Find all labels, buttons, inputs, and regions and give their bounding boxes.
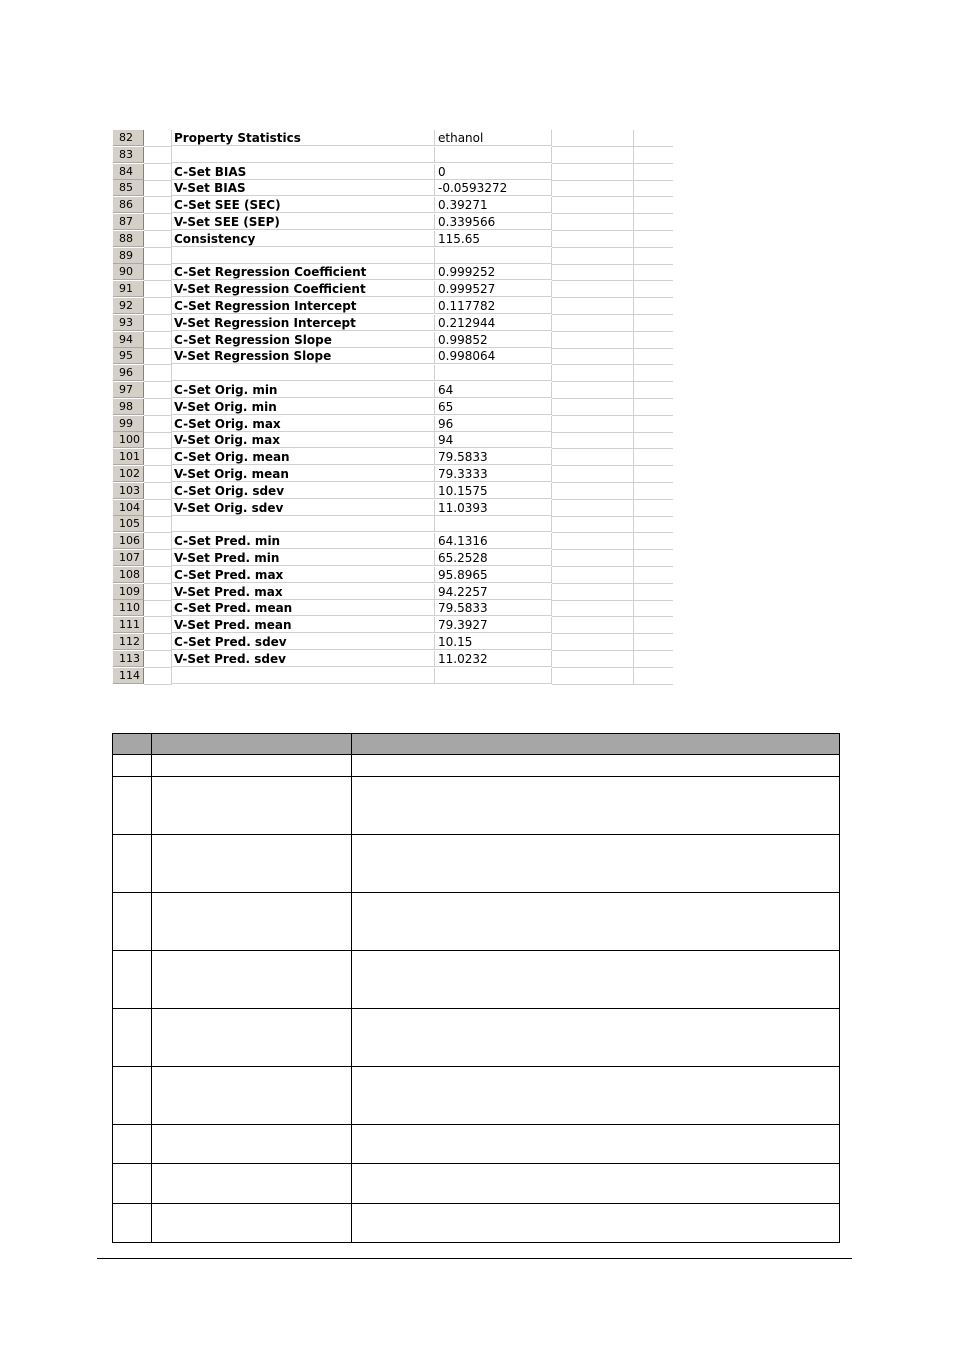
- sheet-row: [113, 449, 673, 466]
- sheet-row: [113, 231, 673, 248]
- sheet-cell: [552, 432, 634, 449]
- sheet-cell: [552, 147, 634, 164]
- sheet-row: [113, 197, 673, 214]
- sheet-cell: [633, 500, 673, 517]
- stat-value: 64: [435, 382, 552, 398]
- sheet-cell: [633, 399, 673, 416]
- sheet-row: [113, 432, 673, 449]
- table-row: [113, 1067, 840, 1125]
- sheet-cell: [633, 668, 673, 685]
- stat-value: 11.0232: [435, 651, 552, 667]
- footer-rule: [97, 1258, 852, 1259]
- stat-label: C-Set Orig. max: [171, 416, 435, 432]
- sheet-row: [113, 147, 673, 164]
- sheet-cell: [633, 231, 673, 248]
- stat-label: V-Set BIAS: [171, 180, 435, 196]
- sheet-cell: [552, 416, 634, 433]
- stat-label: C-Set Pred. mean: [171, 600, 435, 616]
- stat-value: 115.65: [435, 231, 552, 247]
- sheet-row: [113, 164, 673, 181]
- stat-value: 64.1316: [435, 533, 552, 549]
- sheet-row: [113, 382, 673, 399]
- sheet-cell: [144, 668, 172, 685]
- sheet-row: [113, 567, 673, 584]
- row-number: 91: [113, 281, 144, 297]
- sheet-cell: [552, 197, 634, 214]
- row-number: 110: [113, 600, 144, 616]
- stat-value: 0.39271: [435, 197, 552, 213]
- sheet-cell: [144, 264, 172, 281]
- stat-label: V-Set Pred. max: [171, 584, 435, 600]
- table-row: [113, 1125, 840, 1164]
- sheet-row: [113, 315, 673, 332]
- stat-label: V-Set Orig. min: [171, 399, 435, 415]
- stat-value: 10.15: [435, 634, 552, 650]
- row-number: 100: [113, 432, 144, 448]
- sheet-cell: [552, 382, 634, 399]
- stat-value: 94: [435, 432, 552, 448]
- stat-label: C-Set Regression Coefficient: [171, 264, 435, 280]
- sheet-cell: [552, 584, 634, 601]
- stat-value: [435, 147, 552, 163]
- sheet-cell: [633, 634, 673, 651]
- sheet-row: [113, 130, 673, 147]
- stat-value: 0.212944: [435, 315, 552, 331]
- row-number: 97: [113, 382, 144, 398]
- stat-label: [171, 147, 435, 163]
- sheet-row: [113, 634, 673, 651]
- sheet-row: [113, 332, 673, 349]
- sheet-row: [113, 533, 673, 550]
- row-number: 112: [113, 634, 144, 650]
- sheet-cell: [633, 281, 673, 298]
- sheet-cell: [144, 634, 172, 651]
- sheet-cell: [633, 483, 673, 500]
- sheet-cell: [633, 550, 673, 567]
- sheet-cell: [144, 567, 172, 584]
- stat-label: Property Statistics: [171, 130, 435, 146]
- row-number: 87: [113, 214, 144, 230]
- stat-label: C-Set Pred. sdev: [171, 634, 435, 650]
- sheet-cell: [552, 281, 634, 298]
- sheet-cell: [633, 180, 673, 197]
- row-number: 113: [113, 651, 144, 667]
- sheet-cell: [144, 516, 172, 533]
- row-number: 106: [113, 533, 144, 549]
- row-number: 86: [113, 197, 144, 213]
- sheet-cell: [633, 533, 673, 550]
- stat-label: [171, 248, 435, 264]
- sheet-cell: [552, 550, 634, 567]
- sheet-cell: [633, 197, 673, 214]
- stat-label: Consistency: [171, 231, 435, 247]
- sheet-row: [113, 298, 673, 315]
- table-row: [113, 951, 840, 1009]
- sheet-cell: [633, 651, 673, 668]
- sheet-cell: [144, 500, 172, 517]
- sheet-cell: [144, 466, 172, 483]
- row-number: 103: [113, 483, 144, 499]
- sheet-cell: [633, 466, 673, 483]
- stat-label: V-Set Orig. sdev: [171, 500, 435, 516]
- stat-value: 0: [435, 164, 552, 180]
- row-number: 108: [113, 567, 144, 583]
- stat-value: 65: [435, 399, 552, 415]
- sheet-cell: [552, 567, 634, 584]
- sheet-cell: [552, 466, 634, 483]
- sheet-row: [113, 668, 673, 682]
- sheet-cell: [144, 281, 172, 298]
- row-number: 93: [113, 315, 144, 331]
- sheet-cell: [633, 416, 673, 433]
- stat-label: C-Set Regression Intercept: [171, 298, 435, 314]
- sheet-cell: [144, 399, 172, 416]
- stat-label: C-Set Pred. min: [171, 533, 435, 549]
- sheet-cell: [633, 600, 673, 617]
- sheet-cell: [552, 449, 634, 466]
- sheet-row: [113, 651, 673, 668]
- sheet-cell: [633, 248, 673, 265]
- table-row: [113, 1204, 840, 1243]
- row-number: 82: [113, 130, 144, 146]
- sheet-cell: [144, 432, 172, 449]
- stat-value: 95.8965: [435, 567, 552, 583]
- sheet-cell: [144, 315, 172, 332]
- sheet-cell: [144, 164, 172, 181]
- sheet-cell: [552, 164, 634, 181]
- row-number: 88: [113, 231, 144, 247]
- sheet-cell: [552, 264, 634, 281]
- sheet-cell: [144, 600, 172, 617]
- stat-label: V-Set Orig. mean: [171, 466, 435, 482]
- table-row: [113, 777, 840, 835]
- stat-label: C-Set SEE (SEC): [171, 197, 435, 213]
- sheet-cell: [144, 550, 172, 567]
- sheet-cell: [552, 348, 634, 365]
- table-row: [113, 1009, 840, 1067]
- description-table: [112, 733, 840, 1243]
- stat-value: 0.999527: [435, 281, 552, 297]
- stat-value: 0.99852: [435, 332, 552, 348]
- sheet-cell: [552, 516, 634, 533]
- sheet-row: [113, 600, 673, 617]
- sheet-cell: [144, 348, 172, 365]
- sheet-row: [113, 248, 673, 265]
- sheet-cell: [144, 197, 172, 214]
- header-cell: [152, 734, 352, 755]
- sheet-cell: [633, 432, 673, 449]
- row-number: 105: [113, 516, 144, 532]
- stat-value: 96: [435, 416, 552, 432]
- sheet-cell: [144, 416, 172, 433]
- stat-value: 11.0393: [435, 500, 552, 516]
- sheet-row: [113, 399, 673, 416]
- stat-label: V-Set Pred. min: [171, 550, 435, 566]
- sheet-cell: [552, 180, 634, 197]
- stat-label: V-Set Pred. sdev: [171, 651, 435, 667]
- sheet-cell: [144, 365, 172, 382]
- header-cell: [113, 734, 152, 755]
- stat-value: 0.999252: [435, 264, 552, 280]
- row-number: 107: [113, 550, 144, 566]
- sheet-cell: [144, 584, 172, 601]
- sheet-cell: [552, 651, 634, 668]
- sheet-row: [113, 500, 673, 517]
- sheet-cell: [552, 533, 634, 550]
- stat-label: C-Set BIAS: [171, 164, 435, 180]
- sheet-row: [113, 281, 673, 298]
- sheet-row: [113, 516, 673, 533]
- stat-value: [435, 668, 552, 684]
- sheet-cell: [633, 516, 673, 533]
- row-number: 104: [113, 500, 144, 516]
- stat-label: V-Set SEE (SEP): [171, 214, 435, 230]
- sheet-cell: [552, 298, 634, 315]
- row-number: 109: [113, 584, 144, 600]
- sheet-cell: [633, 365, 673, 382]
- sheet-cell: [552, 634, 634, 651]
- row-number: 92: [113, 298, 144, 314]
- stat-value: 0.998064: [435, 348, 552, 364]
- row-number: 98: [113, 399, 144, 415]
- sheet-cell: [552, 483, 634, 500]
- sheet-cell: [552, 617, 634, 634]
- stat-value: 79.3333: [435, 466, 552, 482]
- sheet-cell: [633, 332, 673, 349]
- sheet-cell: [633, 617, 673, 634]
- stat-value: [435, 516, 552, 532]
- sheet-row: [113, 584, 673, 601]
- sheet-cell: [633, 584, 673, 601]
- sheet-cell: [552, 399, 634, 416]
- sheet-row: [113, 550, 673, 567]
- sheet-cell: [144, 214, 172, 231]
- row-number: 99: [113, 416, 144, 432]
- sheet-cell: [144, 147, 172, 164]
- stat-label: C-Set Pred. max: [171, 567, 435, 583]
- stat-value: [435, 248, 552, 264]
- sheet-cell: [552, 600, 634, 617]
- stat-value: 0.339566: [435, 214, 552, 230]
- stat-value: 79.3927: [435, 617, 552, 633]
- row-number: 102: [113, 466, 144, 482]
- stat-value: 79.5833: [435, 600, 552, 616]
- sheet-row: [113, 416, 673, 433]
- sheet-cell: [633, 147, 673, 164]
- row-number: 83: [113, 147, 144, 163]
- sheet-cell: [144, 617, 172, 634]
- stat-label: C-Set Orig. sdev: [171, 483, 435, 499]
- sheet-cell: [552, 668, 634, 685]
- stat-label: [171, 365, 435, 381]
- sheet-cell: [144, 651, 172, 668]
- sheet-row: [113, 264, 673, 281]
- sheet-row: [113, 483, 673, 500]
- sheet-cell: [633, 449, 673, 466]
- sheet-cell: [144, 180, 172, 197]
- sheet-cell: [144, 248, 172, 265]
- stat-label: V-Set Orig. max: [171, 432, 435, 448]
- row-number: 111: [113, 617, 144, 633]
- sheet-row: [113, 365, 673, 382]
- table-row: [113, 893, 840, 951]
- stat-label: C-Set Regression Slope: [171, 332, 435, 348]
- stat-value: 65.2528: [435, 550, 552, 566]
- sheet-row: [113, 466, 673, 483]
- stat-value: ethanol: [435, 130, 552, 146]
- sheet-cell: [144, 298, 172, 315]
- sheet-cell: [144, 231, 172, 248]
- sheet-cell: [144, 483, 172, 500]
- sheet-cell: [633, 214, 673, 231]
- stat-value: 0.117782: [435, 298, 552, 314]
- table-row: [113, 1164, 840, 1204]
- row-number: 114: [113, 668, 144, 684]
- sheet-row: [113, 348, 673, 365]
- stat-label: [171, 668, 435, 684]
- row-number: 101: [113, 449, 144, 465]
- sheet-cell: [552, 130, 634, 147]
- row-number: 94: [113, 332, 144, 348]
- sheet-row: [113, 180, 673, 197]
- stat-label: V-Set Regression Intercept: [171, 315, 435, 331]
- row-number: 89: [113, 248, 144, 264]
- sheet-cell: [552, 248, 634, 265]
- stat-label: C-Set Orig. min: [171, 382, 435, 398]
- sheet-cell: [552, 332, 634, 349]
- row-number: 95: [113, 348, 144, 364]
- sheet-cell: [144, 332, 172, 349]
- sheet-cell: [633, 567, 673, 584]
- row-number: 85: [113, 180, 144, 196]
- table-header-row: [113, 734, 840, 755]
- stat-value: 10.1575: [435, 483, 552, 499]
- stat-label: C-Set Orig. mean: [171, 449, 435, 465]
- stat-label: [171, 516, 435, 532]
- stat-label: V-Set Regression Slope: [171, 348, 435, 364]
- row-number: 96: [113, 365, 144, 381]
- sheet-cell: [144, 130, 172, 147]
- sheet-cell: [552, 214, 634, 231]
- sheet-row: [113, 214, 673, 231]
- sheet-cell: [633, 382, 673, 399]
- sheet-cell: [633, 130, 673, 147]
- spreadsheet-screenshot: [113, 130, 673, 682]
- sheet-cell: [552, 315, 634, 332]
- row-number: 90: [113, 264, 144, 280]
- sheet-cell: [552, 231, 634, 248]
- stat-value: 94.2257: [435, 584, 552, 600]
- sheet-cell: [552, 500, 634, 517]
- stat-value: 79.5833: [435, 449, 552, 465]
- row-number: 84: [113, 164, 144, 180]
- sheet-cell: [144, 382, 172, 399]
- sheet-row: [113, 617, 673, 634]
- sheet-cell: [144, 449, 172, 466]
- sheet-cell: [633, 348, 673, 365]
- stat-value: -0.0593272: [435, 180, 552, 196]
- header-cell: [352, 734, 840, 755]
- sheet-cell: [633, 164, 673, 181]
- sheet-cell: [633, 298, 673, 315]
- stat-label: V-Set Regression Coefficient: [171, 281, 435, 297]
- stat-value: [435, 365, 552, 381]
- table-row: [113, 835, 840, 893]
- sheet-cell: [552, 365, 634, 382]
- sheet-cell: [633, 315, 673, 332]
- sheet-cell: [144, 533, 172, 550]
- table-row: [113, 755, 840, 777]
- sheet-cell: [633, 264, 673, 281]
- stat-label: V-Set Pred. mean: [171, 617, 435, 633]
